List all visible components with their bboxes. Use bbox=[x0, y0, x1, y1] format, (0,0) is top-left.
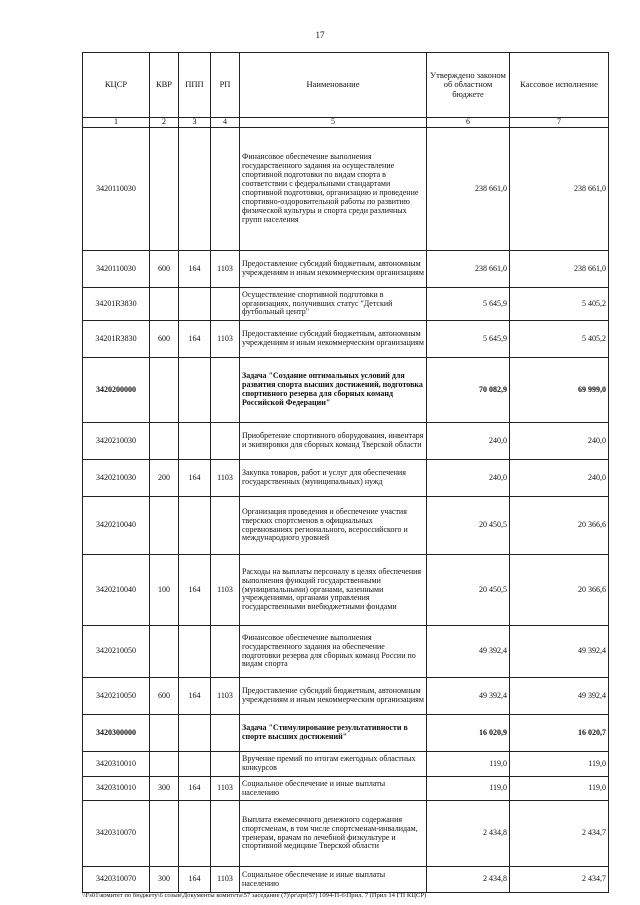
executed-cell: 119,0 bbox=[510, 752, 609, 777]
budget-table bbox=[82, 52, 609, 893]
kvr-cell bbox=[150, 423, 179, 460]
column-number: 4 bbox=[211, 118, 240, 128]
name-cell: Финансовое обеспечение выполнения государственного задания на обеспечение подготовки резерва для сборных команд России по видам спорта bbox=[240, 626, 427, 678]
kvr-cell bbox=[150, 128, 179, 251]
approved-cell: 238 661,0 bbox=[427, 251, 510, 288]
approved-cell: 119,0 bbox=[427, 777, 510, 801]
rp-cell: 1103 bbox=[211, 460, 240, 497]
approved-cell: 240,0 bbox=[427, 423, 510, 460]
kcsr-cell: 3420210040 bbox=[83, 497, 150, 555]
table-row bbox=[83, 752, 609, 777]
approved-cell: 20 450,5 bbox=[427, 555, 510, 626]
approved-cell: 16 020,9 bbox=[427, 715, 510, 752]
column-number: 7 bbox=[510, 118, 609, 128]
table-row bbox=[83, 626, 609, 678]
column-number-row bbox=[83, 118, 609, 128]
kvr-cell: 200 bbox=[150, 460, 179, 497]
name-cell: Вручение премий по итогам ежегодных областных конкурсов bbox=[240, 752, 427, 777]
rp-cell: 1103 bbox=[211, 678, 240, 715]
kcsr-cell: 3420210030 bbox=[83, 423, 150, 460]
rp-cell bbox=[211, 715, 240, 752]
executed-cell: 240,0 bbox=[510, 460, 609, 497]
column-number: 3 bbox=[179, 118, 211, 128]
name-cell: Задача "Стимулирование результативности в спорте высших достижений" bbox=[240, 715, 427, 752]
ppp-cell: 164 bbox=[179, 867, 211, 893]
executed-cell: 238 661,0 bbox=[510, 251, 609, 288]
ppp-cell bbox=[179, 801, 211, 867]
rp-cell bbox=[211, 752, 240, 777]
executed-cell: 20 366,6 bbox=[510, 555, 609, 626]
executed-cell: 2 434,7 bbox=[510, 801, 609, 867]
kcsr-cell: 3420110030 bbox=[83, 128, 150, 251]
kvr-cell bbox=[150, 288, 179, 321]
rp-cell: 1103 bbox=[211, 251, 240, 288]
kvr-cell: 100 bbox=[150, 555, 179, 626]
table-row bbox=[83, 715, 609, 752]
kcsr-cell: 3420110030 bbox=[83, 251, 150, 288]
kcsr-cell: 3420310070 bbox=[83, 867, 150, 893]
rp-cell bbox=[211, 626, 240, 678]
header-name: Наименование bbox=[240, 53, 427, 118]
header-kcsr: КЦСР bbox=[83, 53, 150, 118]
name-cell: Закупка товаров, работ и услуг для обеспечения государственных (муниципальных) нужд bbox=[240, 460, 427, 497]
header-rp: РП bbox=[211, 53, 240, 118]
kvr-cell: 600 bbox=[150, 321, 179, 358]
kcsr-cell: 34201R3830 bbox=[83, 321, 150, 358]
kcsr-cell: 3420310010 bbox=[83, 752, 150, 777]
name-cell: Осуществление спортивной подготовки в организациях, получивших статус "Детский футбольный центр" bbox=[240, 288, 427, 321]
file-path-footer: \\Fs01\комитет по бюджету\6 созыв\Документы комитета\57 заседание (7)\pr\zpr(57) 1094-П-6\Прил. 7 (Прил 14 ГП КЦСР) bbox=[82, 892, 427, 899]
executed-cell: 16 020,7 bbox=[510, 715, 609, 752]
ppp-cell bbox=[179, 752, 211, 777]
table-row bbox=[83, 358, 609, 423]
column-number: 1 bbox=[83, 118, 150, 128]
executed-cell: 5 405,2 bbox=[510, 288, 609, 321]
kvr-cell bbox=[150, 358, 179, 423]
ppp-cell: 164 bbox=[179, 321, 211, 358]
table-row bbox=[83, 777, 609, 801]
name-cell: Приобретение спортивного оборудования, инвентаря и экипировки для сборных команд Тверской области bbox=[240, 423, 427, 460]
ppp-cell: 164 bbox=[179, 678, 211, 715]
table-row bbox=[83, 288, 609, 321]
header-approved: Утверждено законом об областном бюджете bbox=[427, 53, 510, 118]
table-row bbox=[83, 801, 609, 867]
header-executed: Кассовое исполнение bbox=[510, 53, 609, 118]
name-cell: Организация проведения и обеспечение участия тверских спортсменов в официальных соревнованиях регионального, всероссийского и международного уровней bbox=[240, 497, 427, 555]
name-cell: Выплата ежемесячного денежного содержания спортсменам, в том числе спортсменам-инвалидам, тренерам, врачам по лечебной физкультуре и спортивной медицине Тверской области bbox=[240, 801, 427, 867]
kvr-cell bbox=[150, 626, 179, 678]
table-row bbox=[83, 555, 609, 626]
kcsr-cell: 3420200000 bbox=[83, 358, 150, 423]
kcsr-cell: 3420300000 bbox=[83, 715, 150, 752]
rp-cell bbox=[211, 288, 240, 321]
rp-cell: 1103 bbox=[211, 321, 240, 358]
approved-cell: 70 082,9 bbox=[427, 358, 510, 423]
ppp-cell bbox=[179, 358, 211, 423]
rp-cell bbox=[211, 497, 240, 555]
rp-cell bbox=[211, 128, 240, 251]
executed-cell: 238 661,0 bbox=[510, 128, 609, 251]
rp-cell bbox=[211, 423, 240, 460]
header-ppp: ППП bbox=[179, 53, 211, 118]
executed-cell: 2 434,7 bbox=[510, 867, 609, 893]
table-row bbox=[83, 251, 609, 288]
ppp-cell: 164 bbox=[179, 555, 211, 626]
approved-cell: 240,0 bbox=[427, 460, 510, 497]
name-cell: Задача "Создание оптимальных условий для развития спорта высших достижений, подготовка спортивного резерва для сборных команд Российской Федерации" bbox=[240, 358, 427, 423]
name-cell: Предоставление субсидий бюджетным, автономным учреждениям и иным некоммерческим организациям bbox=[240, 321, 427, 358]
rp-cell bbox=[211, 801, 240, 867]
ppp-cell bbox=[179, 497, 211, 555]
kcsr-cell: 3420310010 bbox=[83, 777, 150, 801]
executed-cell: 240,0 bbox=[510, 423, 609, 460]
kvr-cell bbox=[150, 497, 179, 555]
ppp-cell bbox=[179, 626, 211, 678]
executed-cell: 119,0 bbox=[510, 777, 609, 801]
approved-cell: 20 450,5 bbox=[427, 497, 510, 555]
approved-cell: 49 392,4 bbox=[427, 626, 510, 678]
table-row bbox=[83, 497, 609, 555]
header-row bbox=[83, 53, 609, 118]
approved-cell: 2 434,8 bbox=[427, 867, 510, 893]
table-row bbox=[83, 678, 609, 715]
table-row bbox=[83, 128, 609, 251]
ppp-cell bbox=[179, 715, 211, 752]
rp-cell bbox=[211, 358, 240, 423]
table-row bbox=[83, 321, 609, 358]
ppp-cell bbox=[179, 288, 211, 321]
kvr-cell bbox=[150, 801, 179, 867]
kvr-cell bbox=[150, 715, 179, 752]
name-cell: Предоставление субсидий бюджетным, автономным учреждениям и иным некоммерческим организациям bbox=[240, 251, 427, 288]
column-number: 6 bbox=[427, 118, 510, 128]
ppp-cell bbox=[179, 128, 211, 251]
kcsr-cell: 3420210050 bbox=[83, 678, 150, 715]
kvr-cell bbox=[150, 752, 179, 777]
executed-cell: 5 405,2 bbox=[510, 321, 609, 358]
approved-cell: 49 392,4 bbox=[427, 678, 510, 715]
executed-cell: 20 366,6 bbox=[510, 497, 609, 555]
name-cell: Социальное обеспечение и иные выплаты населению bbox=[240, 867, 427, 893]
kcsr-cell: 34201R3830 bbox=[83, 288, 150, 321]
approved-cell: 5 645,9 bbox=[427, 288, 510, 321]
table-row bbox=[83, 867, 609, 893]
page-number: 17 bbox=[315, 30, 325, 40]
kcsr-cell: 3420210050 bbox=[83, 626, 150, 678]
name-cell: Расходы на выплаты персоналу в целях обеспечения выполнения функций государственными (муниципальными) органами, казенными учреждениями, органами управления государственными внебюджетными фондами bbox=[240, 555, 427, 626]
table-row bbox=[83, 460, 609, 497]
kvr-cell: 300 bbox=[150, 777, 179, 801]
ppp-cell bbox=[179, 423, 211, 460]
name-cell: Социальное обеспечение и иные выплаты населению bbox=[240, 777, 427, 801]
kcsr-cell: 3420210030 bbox=[83, 460, 150, 497]
approved-cell: 238 661,0 bbox=[427, 128, 510, 251]
table-row bbox=[83, 423, 609, 460]
kvr-cell: 600 bbox=[150, 678, 179, 715]
header-kvr: КВР bbox=[150, 53, 179, 118]
approved-cell: 5 645,9 bbox=[427, 321, 510, 358]
executed-cell: 49 392,4 bbox=[510, 678, 609, 715]
column-number: 5 bbox=[240, 118, 427, 128]
ppp-cell: 164 bbox=[179, 251, 211, 288]
approved-cell: 119,0 bbox=[427, 752, 510, 777]
kvr-cell: 300 bbox=[150, 867, 179, 893]
name-cell: Предоставление субсидий бюджетным, автономным учреждениям и иным некоммерческим организациям bbox=[240, 678, 427, 715]
rp-cell: 1103 bbox=[211, 867, 240, 893]
column-number: 2 bbox=[150, 118, 179, 128]
executed-cell: 69 999,0 bbox=[510, 358, 609, 423]
executed-cell: 49 392,4 bbox=[510, 626, 609, 678]
ppp-cell: 164 bbox=[179, 460, 211, 497]
rp-cell: 1103 bbox=[211, 777, 240, 801]
ppp-cell: 164 bbox=[179, 777, 211, 801]
kcsr-cell: 3420210040 bbox=[83, 555, 150, 626]
kcsr-cell: 3420310070 bbox=[83, 801, 150, 867]
approved-cell: 2 434,8 bbox=[427, 801, 510, 867]
name-cell: Финансовое обеспечение выполнения государственного задания на осуществление спортивной подготовки по видам спорта в соответствии с федеральными стандартами спортивной подготовки, организацию и проведение спортивно-оздоровительной работы по развитию физической культуры и спорта среди различных групп населения bbox=[240, 128, 427, 251]
rp-cell: 1103 bbox=[211, 555, 240, 626]
kvr-cell: 600 bbox=[150, 251, 179, 288]
